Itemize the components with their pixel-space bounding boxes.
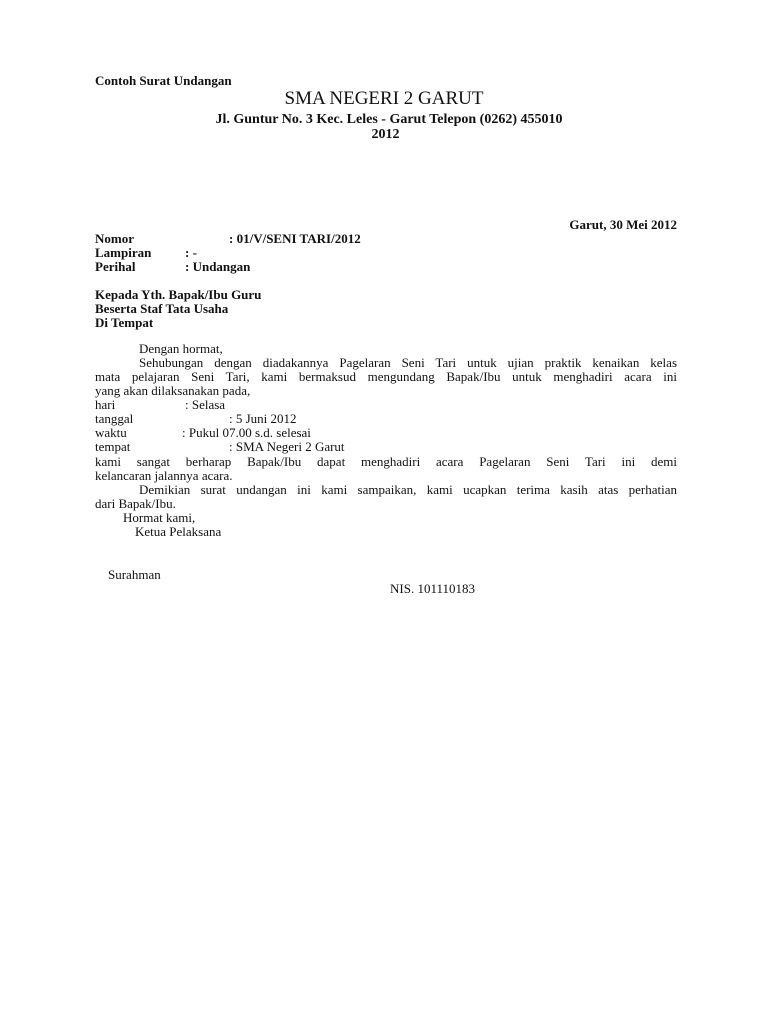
hari-label: hari [95, 397, 116, 412]
tempat-label: tempat [95, 439, 131, 454]
school-address: Jl. Guntur No. 3 Kec. Leles - Garut Telepon (0262) 455010 [215, 112, 563, 127]
place-date: Garut, 30 Mei 2012 [569, 217, 677, 232]
tempat-value: : SMA Negeri 2 Garut [229, 439, 345, 454]
perihal-label: Perihal [95, 259, 136, 274]
lampiran-value: : - [185, 245, 197, 260]
school-name: SMA NEGERI 2 GARUT [284, 88, 484, 109]
nomor-label: Nomor [95, 231, 134, 246]
body-para3-line1: Demikian surat undangan ini kami sampaikan, kami ucapkan terima kasih atas perhatian [139, 482, 677, 497]
body-para3-line2: dari Bapak/Ibu. [95, 496, 176, 511]
nomor-value: : 01/V/SENI TARI/2012 [229, 231, 361, 246]
body-para2-line1: kami sangat berharap Bapak/Ibu dapat menghadiri acara Pagelaran Seni Tari ini demi [95, 454, 677, 469]
doc-label: Contoh Surat Undangan [95, 73, 232, 88]
body-para1-line3: yang akan dilaksanakan pada, [95, 383, 251, 398]
body-para2-line2: kelancaran jalannya acara. [95, 468, 233, 483]
recipient-line-1: Kepada Yth. Bapak/Ibu Guru [95, 287, 262, 302]
body-para1-line2: mata pelajaran Seni Tari, kami bermaksud mengundang Bapak/Ibu untuk menghadiri acara ini [95, 369, 677, 384]
tanggal-label: tanggal [95, 411, 134, 426]
signer-position: Ketua Pelaksana [135, 524, 222, 539]
greeting: Dengan hormat, [139, 341, 223, 356]
tanggal-value: : 5 Juni 2012 [229, 411, 297, 426]
lampiran-label: Lampiran [95, 245, 152, 260]
closing-regards: Hormat kami, [123, 510, 196, 525]
signer-nis: NIS. 101110183 [390, 581, 475, 596]
waktu-value: : Pukul 07.00 s.d. selesai [182, 425, 311, 440]
body-para1-line1: Sehubungan dengan diadakannya Pagelaran Seni Tari untuk ujian praktik kenaikan kelas [139, 355, 677, 370]
recipient-line-2: Beserta Staf Tata Usaha [95, 301, 229, 316]
recipient-line-3: Di Tempat [95, 315, 154, 330]
waktu-label: waktu [95, 425, 127, 440]
hari-value: : Selasa [185, 397, 226, 412]
letter-year: 2012 [371, 127, 400, 142]
perihal-value: : Undangan [185, 259, 251, 274]
signer-name: Surahman [108, 567, 161, 582]
